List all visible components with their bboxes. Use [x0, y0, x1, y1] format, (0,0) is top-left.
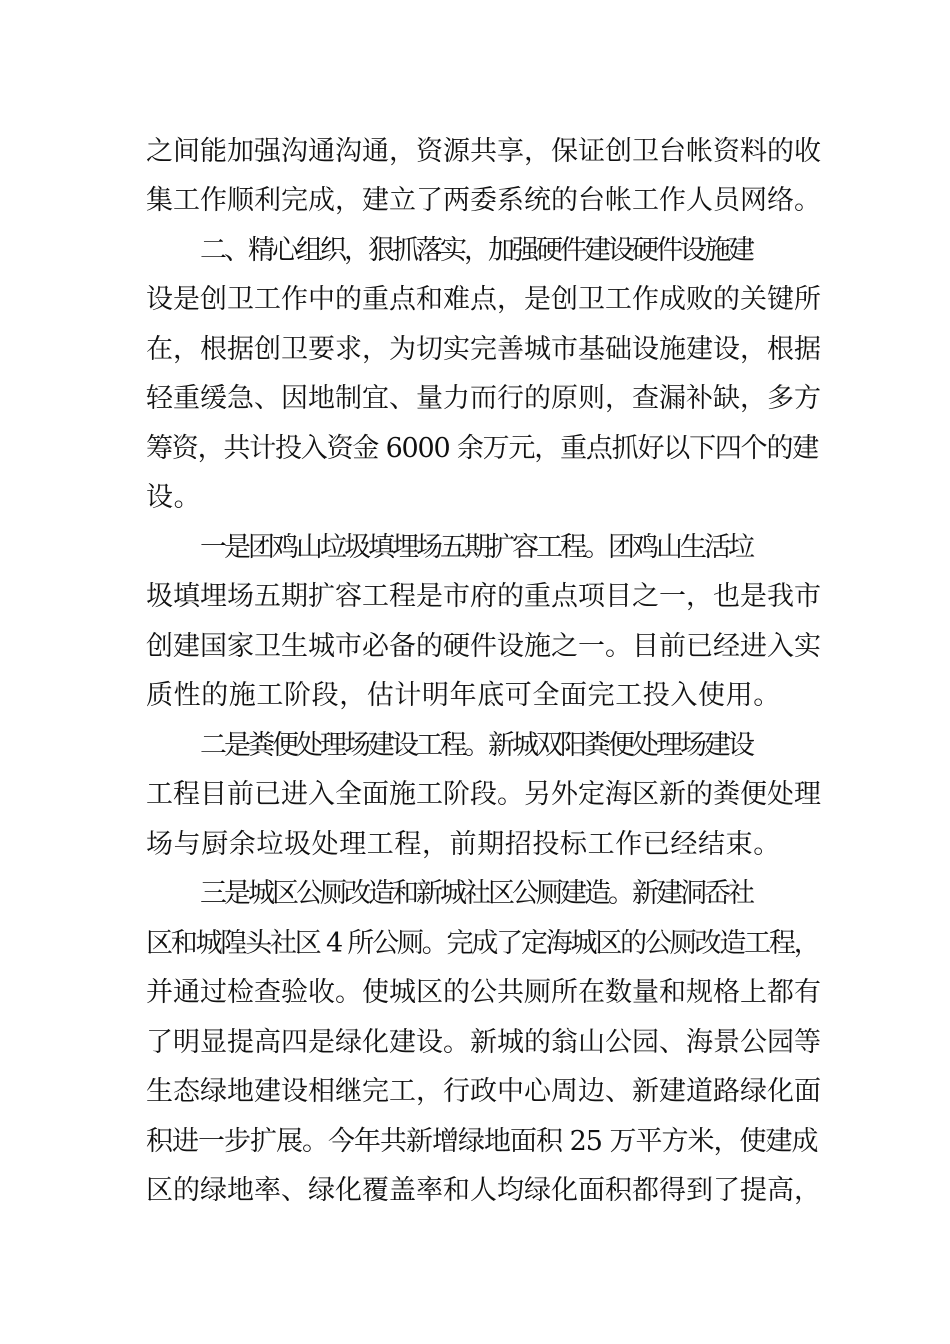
text-line: 区的绿地率、绿化覆盖率和人均绿化面积都得到了提高， — [146, 1175, 821, 1206]
text-line: 创建国家卫生城市必备的硬件设施之一。目前已经进入实 — [146, 631, 821, 662]
text-line: 工程目前已进入全面施工阶段。另外定海区新的粪便处理 — [146, 779, 821, 810]
text-line: 积进一步扩展。今年共新增绿地面积 25 万平方米，使建成 — [146, 1126, 818, 1157]
text-line: 场与厨余垃圾处理工程，前期招投标工作已经结束。 — [146, 829, 781, 860]
text-line: 了明显提高四是绿化建设。新城的翁山公园、海景公园等 — [146, 1027, 821, 1058]
text-line: 设。 — [146, 482, 202, 513]
text-line: 轻重缓急、因地制宜、量力而行的原则，查漏补缺，多方 — [146, 383, 821, 414]
text-line: 并通过检查验收。使城区的公共厕所在数量和规格上都有 — [146, 977, 821, 1008]
text-line: 圾填埋场五期扩容工程是市府的重点项目之一，也是我市 — [146, 581, 821, 612]
text-line: 质性的施工阶段，估计明年底可全面完工投入使用。 — [146, 680, 781, 711]
text-line: 集工作顺利完成，建立了两委系统的台帐工作人员网络。 — [146, 185, 821, 216]
paragraph-start-line: 一是团鸡山垃圾填埋场五期扩容工程。团鸡山生活垃 — [200, 532, 752, 563]
text-line: 之间能加强沟通沟通，资源共享，保证创卫台帐资料的收 — [146, 136, 821, 167]
text-line: 设是创卫工作中的重点和难点，是创卫工作成败的关键所 — [146, 284, 821, 315]
paragraph-start-line: 二是粪便处理场建设工程。新城双阳粪便处理场建设 — [200, 730, 752, 761]
paragraph-start-line: 二、精心组织，狠抓落实，加强硬件建设硬件设施建 — [200, 235, 752, 266]
paragraph-start-line: 三是城区公厕改造和新城社区公厕建造。新建洞岙社 — [200, 878, 752, 909]
text-line: 区和城隍头社区 4 所公厕。完成了定海城区的公厕改造工程， — [146, 928, 819, 959]
text-line: 在，根据创卫要求，为切实完善城市基础设施建设，根据 — [146, 334, 821, 365]
text-line: 筹资，共计投入资金 6000 余万元，重点抓好以下四个的建 — [146, 433, 819, 464]
text-line: 生态绿地建设相继完工，行政中心周边、新建道路绿化面 — [146, 1076, 821, 1107]
